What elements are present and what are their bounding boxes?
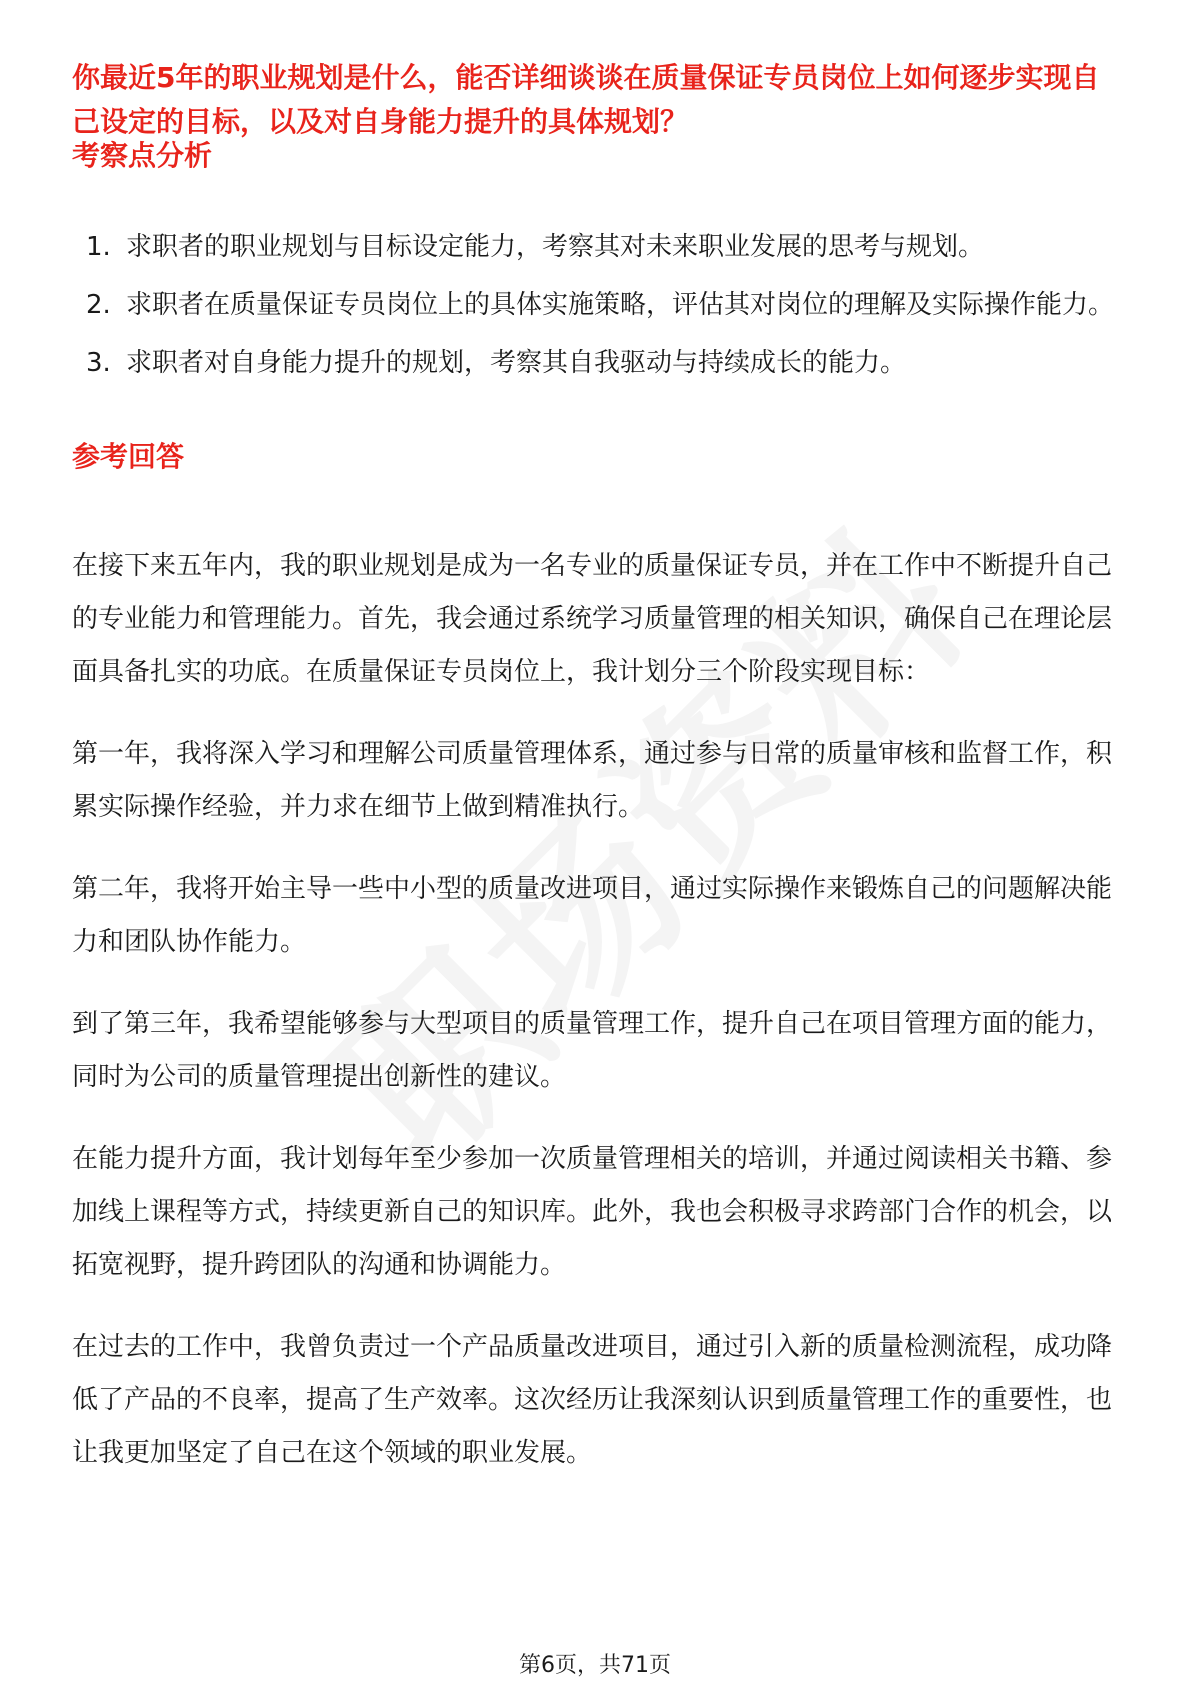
answer-paragraph: 第一年，我将深入学习和理解公司质量管理体系，通过参与日常的质量审核和监督工作，积累实际操作经验，并力求在细节上做到精准执行。: [72, 739, 1113, 822]
answer-paragraph: 到了第三年，我希望能够参与大型项目的质量管理工作，提升自己在项目管理方面的能力，同时为公司的质量管理提出创新性的建议。: [72, 1009, 1113, 1092]
answer-paragraph: 在接下来五年内，我的职业规划是成为一名专业的质量保证专员，并在工作中不断提升自己的专业能力和管理能力。首先，我会通过系统学习质量管理的相关知识，确保自己在理论层面具备扎实的功底。在质量保证专员岗位上，我计划分三个阶段实现目标：: [72, 551, 1113, 687]
answer-body: [72, 540, 1122, 1509]
answer-paragraph: 在过去的工作中，我曾负责过一个产品质量改进项目，通过引入新的质量检测流程，成功降低了产品的不良率，提高了生产效率。这次经历让我深刻认识到质量管理工作的重要性，也让我更加坚定了自己在这个领域的职业发展。: [72, 1332, 1113, 1468]
analysis-point: [72, 279, 1132, 331]
analysis-point: [72, 221, 1132, 273]
answer-paragraph: 第二年，我将开始主导一些中小型的质量改进项目，通过实际操作来锻炼自己的问题解决能力和团队协作能力。: [72, 874, 1113, 957]
point-text: 求职者对自身能力提升的规划，考察其自我驱动与持续成长的能力。: [126, 348, 907, 378]
point-number: 1.: [86, 232, 111, 262]
point-number: 3.: [86, 348, 111, 378]
answer-title: 参考回答: [72, 440, 185, 473]
question-heading: 你最近5年的职业规划是什么，能否详细谈谈在质量保证专员岗位上如何逐步实现自己设定的目标，以及对自身能力提升的具体规划？: [72, 61, 1100, 138]
point-text: 求职者在质量保证专员岗位上的具体实施策略，评估其对岗位的理解及实际操作能力。: [126, 290, 1115, 320]
point-number: 2.: [86, 290, 111, 320]
analysis-points-list: [72, 221, 1132, 395]
page-number-footer: 第6页，共71页: [519, 1653, 671, 1678]
analysis-title: 考察点分析: [72, 139, 213, 172]
answer-paragraph: 在能力提升方面，我计划每年至少参加一次质量管理相关的培训，并通过阅读相关书籍、参加线上课程等方式，持续更新自己的知识库。此外，我也会积极寻求跨部门合作的机会，以拓宽视野，提升跨团队的沟通和协调能力。: [72, 1144, 1113, 1280]
point-text: 求职者的职业规划与目标设定能力，考察其对未来职业发展的思考与规划。: [126, 232, 985, 262]
analysis-point: [72, 337, 1132, 389]
